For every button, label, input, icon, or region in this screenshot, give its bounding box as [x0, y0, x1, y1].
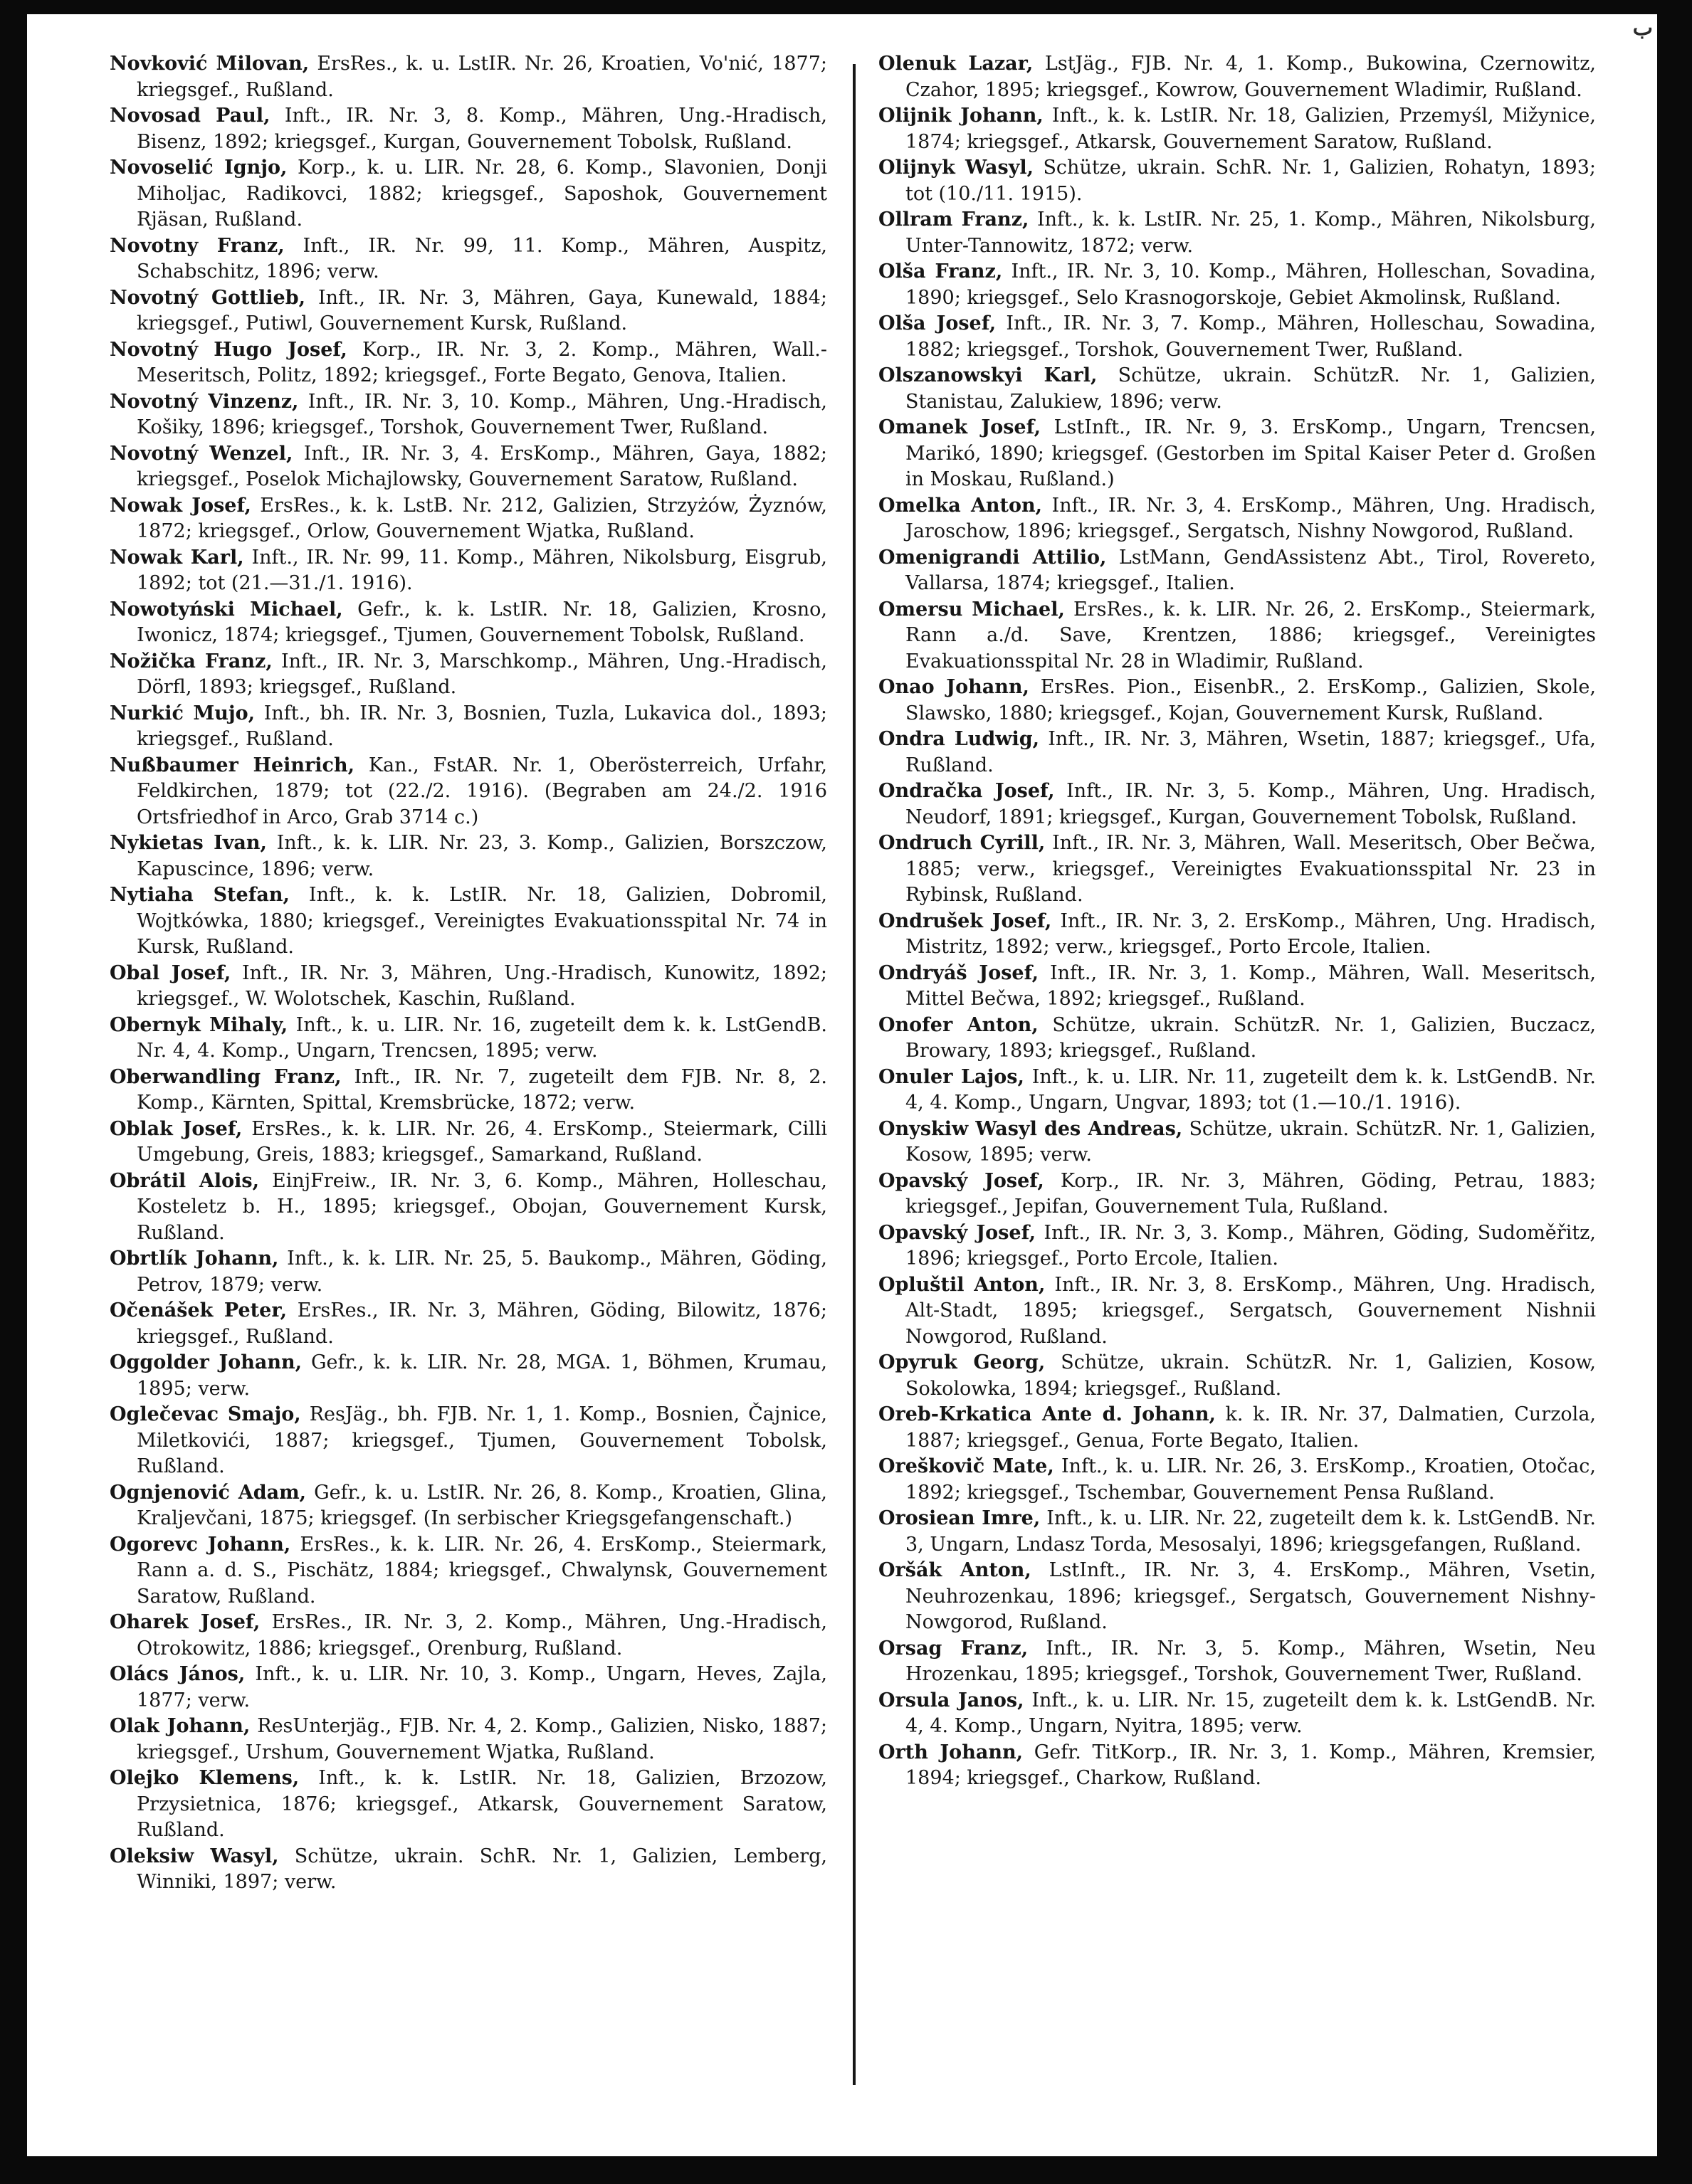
list-item [878, 1013, 1596, 1065]
list-item [878, 909, 1596, 961]
entry-name: Oblak Josef, [110, 1117, 243, 1140]
entry-name: Olenuk Lazar, [878, 53, 1034, 75]
entry-details: Inft., IR. Nr. 3, Mähren, Gaya, Kunewald, 1884; kriegsgef., Putiwl, Gouvernement Kursk, Rußland. [137, 286, 827, 334]
entry-details: Inft., IR. Nr. 3, 2. ErsKomp., Mähren, Ung. Hradisch, Mistritz, 1892; verw., kriegsgef., Porto Ercole, Italien. [905, 909, 1596, 958]
entry-name: Onuler Lajos, [878, 1065, 1024, 1088]
entry-name: Obernyk Mihaly, [110, 1013, 288, 1036]
entry-details: Inft., k. u. LIR. Nr. 22, zugeteilt dem k. k. LstGendB. Nr. 3, Ungarn, Lndasz Torda, Mesosalyi, 1896; kriegsgefangen, Rußland. [905, 1507, 1596, 1556]
entry-name: Obrátil Alois, [110, 1169, 260, 1192]
entry-details: ResJäg., bh. FJB. Nr. 1, 1. Komp., Bosnien, Čajnice, Miletkovići, 1887; kriegsgef., Tjumen, Gouvernement Tobolsk, Rußland. [137, 1403, 827, 1477]
entry-details: Inft., k. k. LstIR. Nr. 18, Galizien, Brzozow, Przysietnica, 1876; kriegsgef., Atkarsk, Gouvernement Saratow, Rußland. [137, 1767, 827, 1841]
entry-details: Inft., IR. Nr. 3, 8. Komp., Mähren, Ung.-Hradisch, Bisenz, 1892; kriegsgef., Kurgan, Gouvernement Tobolsk, Rußland. [137, 105, 827, 153]
entry-name: Oharek Josef, [110, 1611, 261, 1633]
entry-details: Inft., IR. Nr. 3, Mähren, Ung.-Hradisch, Kunowitz, 1892; kriegsgef., W. Wolotschek, Kaschin, Rußland. [137, 961, 827, 1010]
list-item [110, 389, 827, 441]
entry-details: Inft., bh. IR. Nr. 3, Bosnien, Tuzla, Lukavica dol., 1893; kriegsgef., Rußland. [137, 702, 827, 750]
list-item [110, 1766, 827, 1844]
list-item [110, 701, 827, 753]
entry-details: ErsRes., k. u. LstIR. Nr. 26, Kroatien, Vo'nić, 1877; kriegsgef., Rußland. [137, 53, 827, 101]
list-item [878, 1272, 1596, 1351]
entry-details: Inft., k. k. LIR. Nr. 25, 5. Baukomp., Mähren, Göding, Petrov, 1879; verw. [137, 1247, 827, 1296]
entry-details: Inft., IR. Nr. 3, 1. Komp., Mähren, Wall. Meseritsch, Mittel Bečwa, 1892; kriegsgef., Rußland. [905, 961, 1596, 1010]
entry-details: Inft., IR. Nr. 3, 10. Komp., Mähren, Holleschan, Sovadina, 1890; kriegsgef., Selo Krasnogorskoje, Gebiet Akmolinsk, Rußland. [905, 260, 1596, 309]
entry-details: Schütze, ukrain. SchR. Nr. 1, Galizien, Rohatyn, 1893; tot (10./11. 1915). [905, 157, 1596, 205]
list-item [110, 1013, 827, 1065]
list-item [878, 155, 1596, 207]
entry-details: EinjFreiw., IR. Nr. 3, 6. Komp., Mähren, Holleschau, Kosteletz b. H., 1895; kriegsgef., Obojan, Gouvernement Kursk, Rußland. [137, 1169, 827, 1244]
entry-details: k. k. IR. Nr. 37, Dalmatien, Curzola, 1887; kriegsgef., Genua, Forte Begato, Italien. [905, 1403, 1596, 1452]
list-item [110, 1610, 827, 1662]
entry-details: Inft., IR. Nr. 3, 8. ErsKomp., Mähren, Ung. Hradisch, Alt-Stadt, 1895; kriegsgef., Sergatsch, Gouvernement Nishnii Nowgorod, Rußland. [905, 1273, 1596, 1348]
entry-details: Inft., IR. Nr. 7, zugeteilt dem FJB. Nr. 8, 2. Komp., Kärnten, Spittal, Kremsbrücke, 1872; verw. [137, 1065, 827, 1114]
list-item [878, 597, 1596, 675]
list-item [878, 830, 1596, 909]
entry-name: Oreb-Krkatica Ante d. Johann, [878, 1403, 1216, 1425]
list-item [110, 545, 827, 597]
list-item [878, 493, 1596, 545]
entry-details: Inft., IR. Nr. 3, 4. ErsKomp., Mähren, Ung. Hradisch, Jaroschow, 1896; kriegsgef., Sergatsch, Nishny Nowgorod, Rußland. [905, 494, 1596, 542]
list-item [110, 51, 827, 103]
entry-details: Schütze, ukrain. SchützR. Nr. 1, Galizien, Kosow, 1895; verw. [905, 1117, 1596, 1166]
entry-details: Inft., k. u. LIR. Nr. 26, 3. ErsKomp., Kroatien, Otočac, 1892; kriegsgef., Tschembar, Gouvernement Pensa Rußland. [905, 1455, 1596, 1504]
entry-details: Inft., k. u. LIR. Nr. 15, zugeteilt dem k. k. LstGendB. Nr. 4, 4. Komp., Ungarn, Nyitra, 1895; verw. [905, 1689, 1596, 1737]
entry-name: Nußbaumer Heinrich, [110, 754, 354, 776]
list-item [878, 1740, 1596, 1792]
entry-name: Novotný Vinzenz, [110, 390, 299, 413]
list-item [110, 961, 827, 1013]
entry-details: Schütze, ukrain. SchR. Nr. 1, Galizien, Lemberg, Winniki, 1897; verw. [137, 1845, 827, 1893]
list-item [878, 727, 1596, 779]
list-item [878, 1636, 1596, 1688]
entry-name: Novotný Hugo Josef, [110, 338, 347, 361]
entry-name: Olijnik Johann, [878, 105, 1044, 127]
entry-details: Inft., IR. Nr. 3, 5. Komp., Mähren, Wsetin, Neu Hrozenkau, 1895; kriegsgef., Torshok, Gouvernement Twer, Rußland. [905, 1637, 1596, 1685]
entry-name: Oreškovič Mate, [878, 1455, 1054, 1477]
entry-name: Onao Johann, [878, 676, 1029, 698]
entry-name: Oglečevac Smajo, [110, 1403, 301, 1425]
entry-details: LstInft., IR. Nr. 3, 4. ErsKomp., Mähren, Vsetin, Neuhrozenkau, 1896; kriegsgef., Sergatsch, Gouvernement Nishny-Nowgorod, Rußland. [905, 1559, 1596, 1633]
entry-name: Opavský Josef, [878, 1221, 1036, 1244]
list-item [110, 882, 827, 961]
list-item [878, 259, 1596, 311]
entry-name: Omersu Michael, [878, 598, 1065, 621]
list-item [110, 493, 827, 545]
list-item [110, 155, 827, 233]
list-item [878, 51, 1596, 103]
entry-details: ErsRes., k. k. LstB. Nr. 212, Galizien, Strzyżów, Żyznów, 1872; kriegsgef., Orlow, Gouvernement Wjatka, Rußland. [137, 494, 827, 542]
list-item [110, 1402, 827, 1480]
entry-name: Nykietas Ivan, [110, 832, 267, 854]
entry-details: Gefr., k. k. LstIR. Nr. 18, Galizien, Krosno, Iwonicz, 1874; kriegsgef., Tjumen, Gouvernement Tobolsk, Rußland. [137, 598, 827, 646]
entry-details: Inft., IR. Nr. 3, 10. Komp., Mähren, Ung.-Hradisch, Košiky, 1896; kriegsgef., Torshok, Gouvernement Twer, Rußland. [137, 390, 827, 438]
entry-name: Novoselić Ignjo, [110, 157, 288, 179]
list-item [878, 1065, 1596, 1117]
entry-details: ResUnterjäg., FJB. Nr. 4, 2. Komp., Galizien, Nisko, 1887; kriegsgef., Urshum, Gouvernement Wjatka, Rußland. [137, 1715, 827, 1763]
entry-name: Orsag Franz, [878, 1637, 1029, 1660]
entry-name: Nožička Franz, [110, 650, 273, 672]
entry-name: Nurkić Mujo, [110, 702, 256, 724]
list-item [878, 1402, 1596, 1454]
entry-details: Inft., IR. Nr. 3, 3. Komp., Mähren, Göding, Sudoměřitz, 1896; kriegsgef., Porto Ercole, Italien. [905, 1221, 1596, 1270]
entry-name: Omanek Josef, [878, 416, 1041, 438]
entry-details: Schütze, ukrain. SchützR. Nr. 1, Galizien, Kosow, Sokolowka, 1894; kriegsgef., Rußland. [905, 1351, 1596, 1400]
entry-details: Inft., k. u. LIR. Nr. 16, zugeteilt dem k. k. LstGendB. Nr. 4, 4. Komp., Ungarn, Trencsen, 1895; verw. [137, 1013, 827, 1062]
entry-details: Inft., IR. Nr. 99, 11. Komp., Mähren, Auspitz, Schabschitz, 1896; verw. [137, 234, 827, 283]
entry-name: Omelka Anton, [878, 494, 1043, 517]
entry-details: ErsRes., k. k. LIR. Nr. 26, 2. ErsKomp., Steiermark, Rann a./d. Save, Krentzen, 1886; kriegsgef., Vereinigtes Evakuationsspital Nr. 28 in Wladimir, Rußland. [905, 598, 1596, 672]
entry-name: Oleksiw Wasyl, [110, 1845, 279, 1867]
list-item [110, 103, 827, 155]
entry-name: Opyruk Georg, [878, 1351, 1046, 1373]
list-item [110, 1065, 827, 1117]
list-item [878, 363, 1596, 415]
entry-details: Schütze, ukrain. SchützR. Nr. 1, Galizien, Buczacz, Browary, 1893; kriegsgef., Rußland. [905, 1013, 1596, 1062]
entry-details: Gefr. TitKorp., IR. Nr. 3, 1. Komp., Mähren, Kremsier, 1894; kriegsgef., Charkow, Rußland. [905, 1741, 1596, 1789]
list-item [110, 337, 827, 389]
entry-details: ErsRes., IR. Nr. 3, Mähren, Göding, Bilowitz, 1876; kriegsgef., Rußland. [137, 1299, 827, 1348]
list-item [110, 753, 827, 831]
entry-name: Opluštil Anton, [878, 1273, 1046, 1296]
list-item [110, 1298, 827, 1350]
list-item [110, 233, 827, 285]
list-item [878, 415, 1596, 493]
entry-details: Inft., k. k. LstIR. Nr. 18, Galizien, Dobromil, Wojtkówka, 1880; kriegsgef., Vereinigtes Evakuationsspital Nr. 74 in Kursk, Rußland. [137, 884, 827, 958]
entry-name: Olszanowskyi Karl, [878, 364, 1098, 386]
entry-name: Ogorevc Johann, [110, 1533, 291, 1556]
entry-name: Ognjenović Adam, [110, 1481, 307, 1504]
entry-name: Olejko Klemens, [110, 1767, 300, 1789]
list-item [110, 1532, 827, 1610]
entry-name: Ondračka Josef, [878, 780, 1055, 802]
page-number-mark: ب [1632, 16, 1653, 41]
entry-name: Novković Milovan, [110, 53, 310, 75]
entry-name: Novotny Franz, [110, 234, 285, 257]
entry-name: Olak Johann, [110, 1715, 251, 1737]
entry-name: Ollram Franz, [878, 209, 1029, 231]
entry-details: LstJäg., FJB. Nr. 4, 1. Komp., Bukowina, Czernowitz, Czahor, 1895; kriegsgef., Kowrow, Gouvernement Wladimir, Rußland. [905, 53, 1596, 101]
entry-name: Obrtlík Johann, [110, 1247, 279, 1270]
entry-details: Inft., k. u. LIR. Nr. 10, 3. Komp., Ungarn, Heves, Zajla, 1877; verw. [137, 1663, 827, 1711]
entry-details: Kan., FstAR. Nr. 1, Oberösterreich, Urfahr, Feldkirchen, 1879; tot (22./2. 1916). (Begraben am 24./2. 1916 Ortsfriedhof in Arco, Grab 3714 c.) [137, 754, 827, 828]
entry-name: Ondrušek Josef, [878, 909, 1052, 932]
entry-details: Inft., k. k. LstIR. Nr. 25, 1. Komp., Mähren, Nikolsburg, Unter-Tannowitz, 1872; verw. [905, 209, 1596, 257]
entry-details: Inft., IR. Nr. 3, 5. Komp., Mähren, Ung. Hradisch, Neudorf, 1891; kriegsgef., Kurgan, Gouvernement Tobolsk, Rußland. [905, 780, 1596, 828]
entry-details: Korp., k. u. LIR. Nr. 28, 6. Komp., Slavonien, Donji Miholjac, Radikovci, 1882; kriegsgef., Saposhok, Gouvernement Rjäsan, Rußland. [137, 157, 827, 231]
entry-details: Gefr., k. u. LstIR. Nr. 26, 8. Komp., Kroatien, Glina, Kraljevčani, 1875; kriegsgef. (In serbischer Kriegsgefangenschaft.) [137, 1481, 827, 1529]
list-item [110, 1714, 827, 1766]
list-item [110, 441, 827, 493]
entry-name: Novotný Gottlieb, [110, 286, 305, 309]
column-divider [853, 64, 856, 2085]
list-item [878, 961, 1596, 1013]
list-item [110, 1350, 827, 1402]
entry-name: Oršák Anton, [878, 1559, 1031, 1581]
list-item [110, 1480, 827, 1532]
list-item [110, 1844, 827, 1896]
entry-details: Inft., IR. Nr. 99, 11. Komp., Mähren, Nikolsburg, Eisgrub, 1892; tot (21.—31./1. 1916). [137, 546, 827, 594]
list-item [878, 1350, 1596, 1402]
list-item [110, 285, 827, 337]
list-item [878, 1220, 1596, 1272]
list-item [878, 675, 1596, 727]
entry-details: Korp., IR. Nr. 3, 2. Komp., Mähren, Wall.-Meseritsch, Politz, 1892; kriegsgef., Forte Begato, Genova, Italien. [137, 338, 827, 386]
right-column [878, 51, 1596, 2151]
list-item [878, 1454, 1596, 1506]
list-item [878, 545, 1596, 597]
entry-name: Omenigrandi Attilio, [878, 546, 1107, 569]
entry-details: Inft., IR. Nr. 3, Mähren, Wsetin, 1887; kriegsgef., Ufa, Rußland. [905, 728, 1596, 776]
entry-name: Novotný Wenzel, [110, 442, 293, 465]
entry-details: Inft., k. k. LstIR. Nr. 18, Galizien, Przemyśl, Mižynice, 1874; kriegsgef., Atkarsk, Gouvernement Saratow, Rußland. [905, 105, 1596, 153]
list-item [878, 1688, 1596, 1740]
entry-details: Gefr., k. k. LIR. Nr. 28, MGA. 1, Böhmen, Krumau, 1895; verw. [137, 1351, 827, 1400]
entry-name: Novosad Paul, [110, 105, 270, 127]
list-item [878, 103, 1596, 155]
list-item [110, 1662, 827, 1714]
list-item [878, 1558, 1596, 1636]
entry-name: Oggolder Johann, [110, 1351, 303, 1373]
entry-details: Inft., IR. Nr. 3, 4. ErsKomp., Mähren, Gaya, 1882; kriegsgef., Poselok Michajlowsky, Gouvernement Saratow, Rußland. [137, 442, 827, 490]
entry-name: Obal Josef, [110, 961, 231, 984]
entry-details: ErsRes. Pion., EisenbR., 2. ErsKomp., Galizien, Skole, Slawsko, 1880; kriegsgef., Kojan, Gouvernement Kursk, Rußland. [905, 676, 1596, 724]
list-item [110, 1169, 827, 1247]
entry-name: Onyskiw Wasyl des Andreas, [878, 1117, 1183, 1140]
entry-details: ErsRes., k. k. LIR. Nr. 26, 4. ErsKomp., Steiermark, Rann a. d. S., Pischätz, 1884; kriegsgef., Chwalynsk, Gouvernement Saratow, Rußland. [137, 1533, 827, 1608]
entry-details: Inft., IR. Nr. 3, Mähren, Wall. Meseritsch, Ober Bečwa, 1885; verw., kriegsgef., Vereinigtes Evakuationsspital Nr. 23 in Rybinsk, Rußland. [905, 832, 1596, 906]
list-item [110, 1246, 827, 1298]
entry-name: Ondruch Cyrill, [878, 832, 1046, 854]
entry-name: Olijnyk Wasyl, [878, 157, 1034, 179]
list-item [878, 207, 1596, 259]
document-page [27, 14, 1657, 2156]
list-item [878, 1506, 1596, 1558]
entry-name: Orth Johann, [878, 1741, 1023, 1763]
entry-name: Onofer Anton, [878, 1013, 1039, 1036]
list-item [878, 1117, 1596, 1169]
entry-name: Orsula Janos, [878, 1689, 1024, 1711]
entry-name: Orosiean Imre, [878, 1507, 1041, 1529]
list-item [110, 597, 827, 649]
list-item [110, 1117, 827, 1169]
entry-details: Inft., IR. Nr. 3, Marschkomp., Mähren, Ung.-Hradisch, Dörfl, 1893; kriegsgef., Rußland. [137, 650, 827, 698]
entry-details: Inft., k. k. LIR. Nr. 23, 3. Komp., Galizien, Borszczow, Kapuscince, 1896; verw. [137, 832, 827, 880]
list-item [110, 830, 827, 882]
list-item [878, 779, 1596, 830]
entry-name: Opavský Josef, [878, 1169, 1044, 1192]
entry-name: Nytiaha Stefan, [110, 884, 290, 906]
entry-name: Nowotyński Michael, [110, 598, 343, 621]
entry-name: Olács János, [110, 1663, 246, 1685]
list-item [878, 1169, 1596, 1220]
entry-details: Inft., IR. Nr. 3, 7. Komp., Mähren, Holleschau, Sowadina, 1882; kriegsgef., Torshok, Gouvernement Twer, Rußland. [905, 312, 1596, 361]
list-item [878, 311, 1596, 363]
entry-name: Očenášek Peter, [110, 1299, 287, 1322]
entry-name: Ondryáš Josef, [878, 961, 1039, 984]
entry-details: Schütze, ukrain. SchützR. Nr. 1, Galizien, Stanistau, Zalukiew, 1896; verw. [905, 364, 1596, 413]
entry-name: Olša Franz, [878, 260, 1003, 283]
entry-name: Nowak Karl, [110, 546, 244, 569]
left-column [110, 51, 827, 2151]
entry-name: Olša Josef, [878, 312, 997, 334]
entry-details: LstMann, GendAssistenz Abt., Tirol, Rovereto, Vallarsa, 1874; kriegsgef., Italien. [905, 546, 1596, 594]
list-item [110, 649, 827, 701]
entry-details: LstInft., IR. Nr. 9, 3. ErsKomp., Ungarn, Trencsen, Marikó, 1890; kriegsgef. (Gestorben im Spital Kaiser Peter d. Großen in Moskau, Rußland.) [905, 416, 1596, 490]
entry-details: ErsRes., k. k. LIR. Nr. 26, 4. ErsKomp., Steiermark, Cilli Umgebung, Greis, 1883; kriegsgef., Samarkand, Rußland. [137, 1117, 827, 1166]
entry-details: ErsRes., IR. Nr. 3, 2. Komp., Mähren, Ung.-Hradisch, Otrokowitz, 1886; kriegsgef., Orenburg, Rußland. [137, 1611, 827, 1660]
entry-name: Oberwandling Franz, [110, 1065, 342, 1088]
entry-name: Nowak Josef, [110, 494, 251, 517]
entry-details: Korp., IR. Nr. 3, Mähren, Göding, Petrau, 1883; kriegsgef., Jepifan, Gouvernement Tula, Rußland. [905, 1169, 1596, 1218]
entry-details: Inft., k. u. LIR. Nr. 11, zugeteilt dem k. k. LstGendB. Nr. 4, 4. Komp., Ungarn, Ungvar, 1893; tot (1.—10./1. 1916). [905, 1065, 1596, 1114]
entry-name: Ondra Ludwig, [878, 728, 1040, 750]
